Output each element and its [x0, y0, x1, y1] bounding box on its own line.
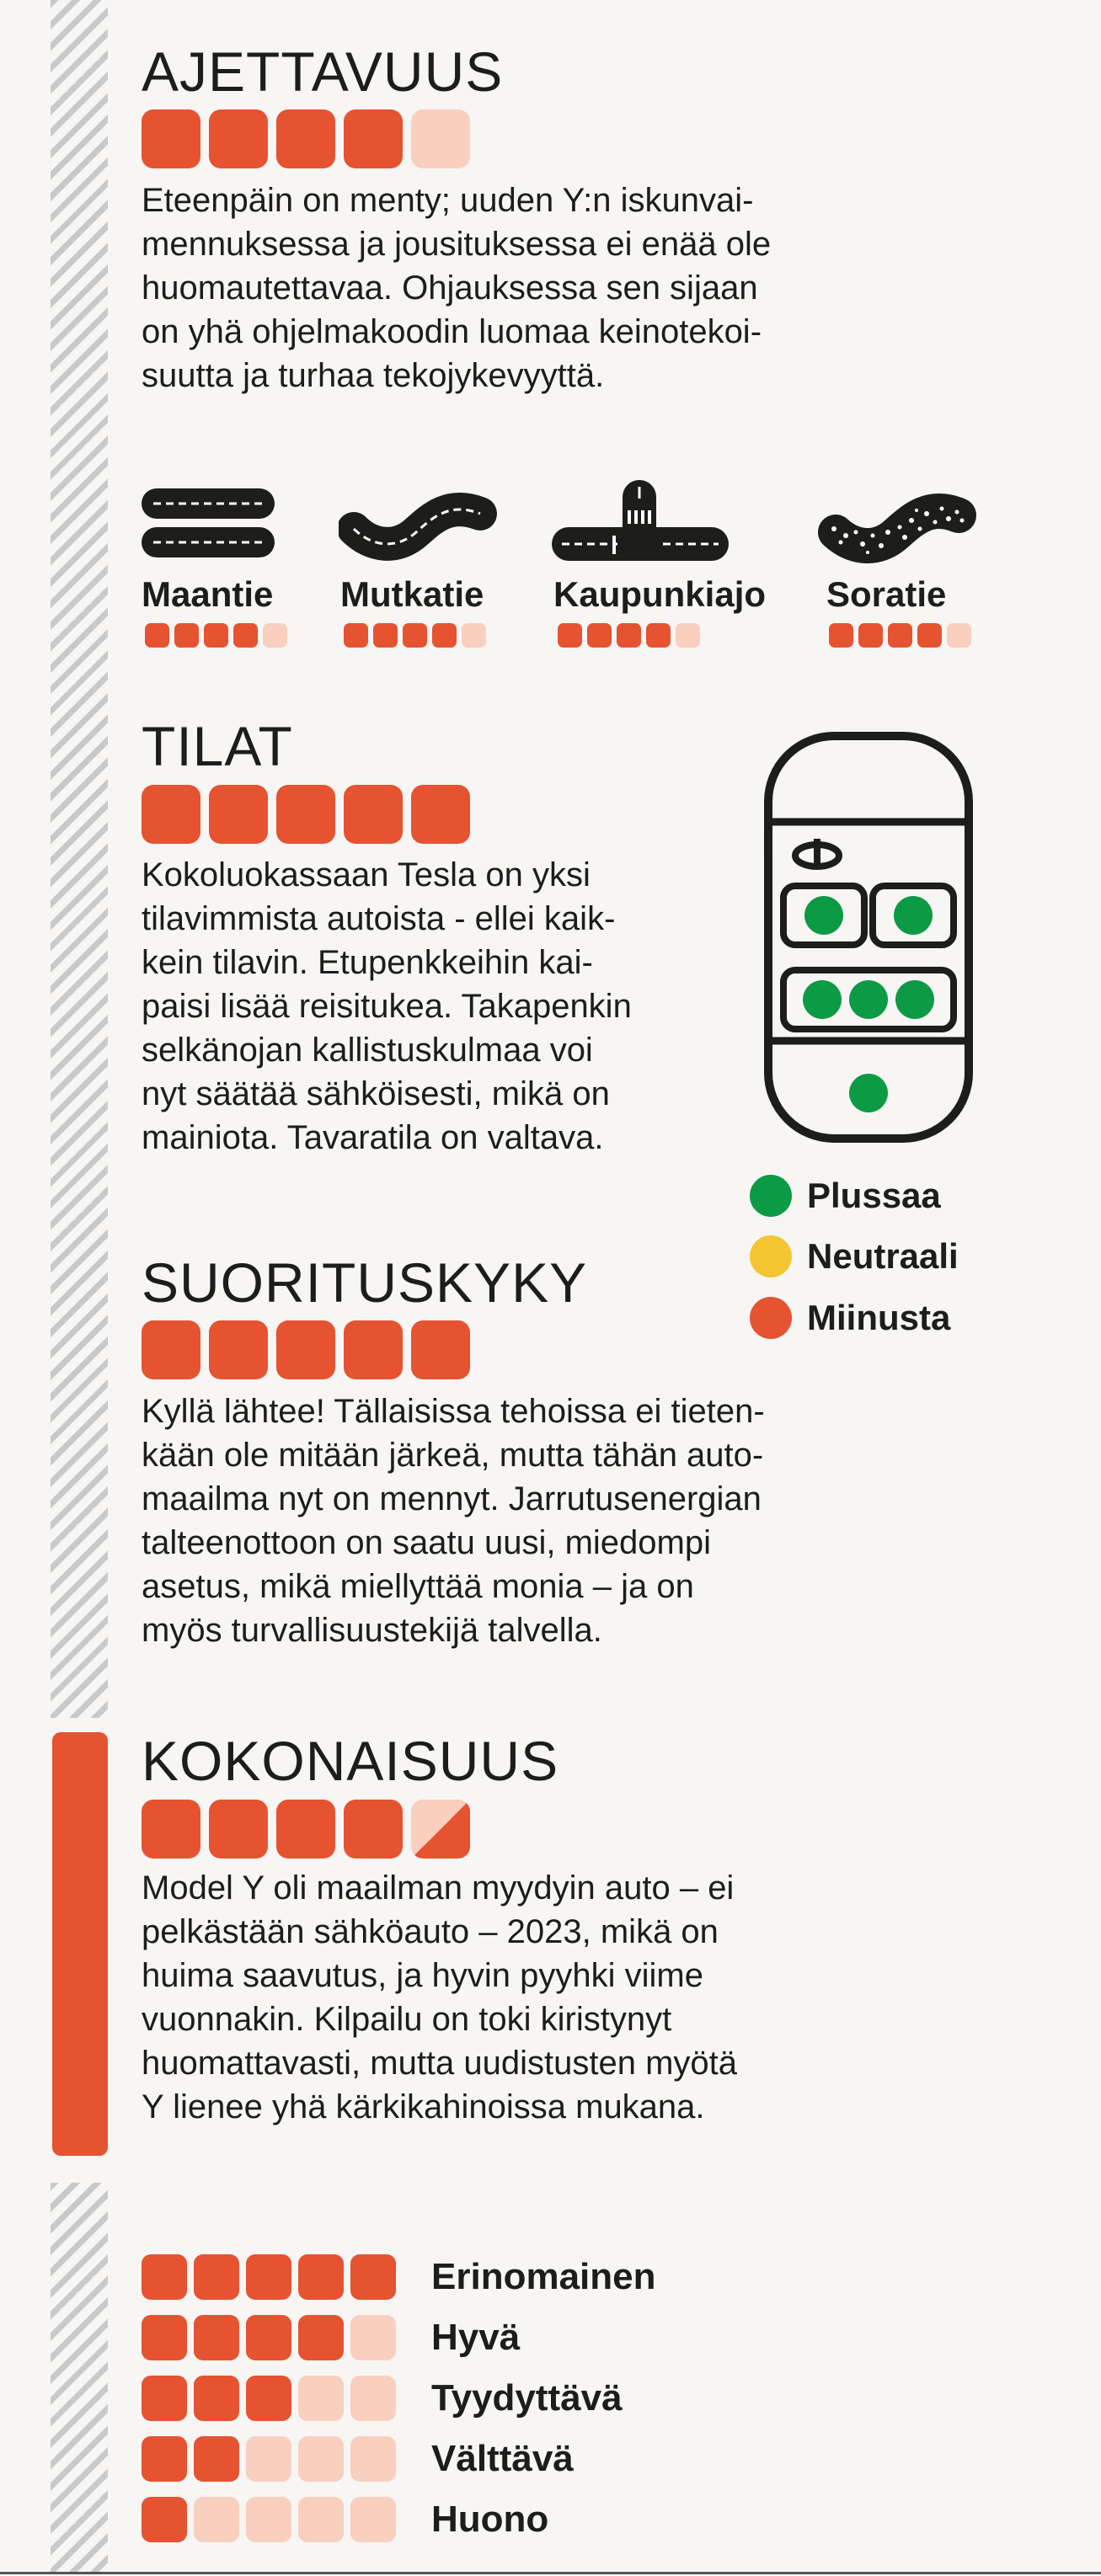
- rating-square: [462, 623, 486, 648]
- rating-square: [617, 623, 641, 648]
- legend-dot-yellow: [750, 1235, 792, 1277]
- scale-row-erinomainen: [142, 2254, 656, 2300]
- rating-square: [350, 2376, 396, 2421]
- rating-square: [142, 1800, 200, 1859]
- seat-status-dot: [804, 896, 843, 935]
- rating-square: [858, 623, 883, 648]
- legend-label: Plussaa: [807, 1176, 941, 1215]
- rating-square: [344, 785, 403, 844]
- section-title-kokonaisuus: KOKONAISUUS: [142, 1730, 559, 1792]
- legend-label: Neutraali: [807, 1236, 959, 1276]
- rating-square: [276, 1320, 335, 1379]
- paragraph-suorituskyky: [142, 1389, 765, 1652]
- rating-square: [646, 623, 671, 648]
- rating-kaupunkiajo: [558, 623, 700, 648]
- scale-row-valttava: [142, 2436, 574, 2482]
- rating-square: [209, 1320, 268, 1379]
- rating-square: [194, 2315, 239, 2360]
- rating-square: [142, 2254, 187, 2300]
- rating-square: [209, 785, 268, 844]
- seat-status-dot: [803, 980, 842, 1019]
- rating-ajettavuus: [142, 109, 470, 168]
- scale-label: Hyvä: [431, 2317, 521, 2358]
- rating-square: [403, 623, 427, 648]
- text-line: myös turvallisuustekijä talvella.: [142, 1612, 602, 1649]
- gravel-road-icon: [817, 480, 977, 564]
- rating-square: [263, 623, 287, 648]
- rating-square: [276, 109, 335, 168]
- rating-mutkatie: [344, 623, 486, 648]
- section-title-tilat: TILAT: [142, 715, 293, 777]
- rating-square: [174, 623, 199, 648]
- rating-square: [829, 623, 853, 648]
- bottom-rule: [0, 2572, 1101, 2574]
- rating-square: [587, 623, 612, 648]
- rating-square: [246, 2376, 291, 2421]
- rating-square: [145, 623, 169, 648]
- legend-label: Miinusta: [807, 1298, 951, 1337]
- rating-suorituskyky: [142, 1320, 470, 1379]
- seat-status-dot: [849, 980, 888, 1019]
- rating-maantie: [145, 623, 287, 648]
- rating-square: [142, 109, 200, 168]
- rating-soratie: [829, 623, 971, 648]
- legend-item-neutraali: [750, 1235, 959, 1277]
- text-line: suutta ja turhaa tekojykevyyttä.: [142, 357, 605, 394]
- text-line: on yhä ohjelmakoodin luomaa keinotekoi-: [142, 313, 762, 350]
- text-line: Model Y oli maailman myydyin auto – ei: [142, 1869, 735, 1907]
- seat-status-dot: [895, 980, 934, 1019]
- rating-square: [142, 2376, 187, 2421]
- rating-kokonaisuus: [142, 1800, 470, 1859]
- rating-square: [298, 2376, 344, 2421]
- scale-squares: [142, 2376, 396, 2421]
- text-line: mainiota. Tavaratila on valtava.: [142, 1119, 604, 1156]
- rating-square: [558, 623, 582, 648]
- rating-square: [194, 2436, 239, 2482]
- paragraph-tilat: [142, 853, 632, 1160]
- road-label-soratie: Soratie: [826, 574, 947, 614]
- rating-square: [246, 2497, 291, 2542]
- text-line: nyt säätää sähköisesti, mikä on: [142, 1075, 610, 1112]
- scale-label: Tyydyttävä: [431, 2377, 623, 2419]
- rating-square: [947, 623, 971, 648]
- text-line: asetus, mikä miellyttää monia – ja on: [142, 1568, 694, 1605]
- scale-label: Välttävä: [431, 2438, 574, 2479]
- rating-square: [194, 2497, 239, 2542]
- rating-square: [246, 2254, 291, 2300]
- rating-square: [142, 2315, 187, 2360]
- rating-square: [411, 1800, 470, 1859]
- seat-status-dot: [894, 896, 933, 935]
- text-line: tilavimmista autoista - ellei kaik-: [142, 900, 616, 937]
- text-line: Kokoluokassaan Tesla on yksi: [142, 856, 591, 893]
- road-label-mutkatie: Mutkatie: [340, 574, 484, 614]
- text-line: kein tilavin. Etupenkkeihin kai-: [142, 944, 593, 981]
- road-label-maantie: Maantie: [142, 574, 274, 614]
- highway-icon: [142, 480, 275, 564]
- rating-square: [888, 623, 912, 648]
- rating-square: [194, 2376, 239, 2421]
- rating-square: [917, 623, 942, 648]
- text-line: paisi lisää reisitukea. Takapenkin: [142, 988, 632, 1025]
- rating-square: [411, 785, 470, 844]
- legend-dot-green: [750, 1175, 792, 1217]
- scale-label: Erinomainen: [431, 2256, 656, 2297]
- rating-square: [204, 623, 228, 648]
- rating-square: [676, 623, 700, 648]
- text-line: talteenottoon on saatu uusi, miedompi: [142, 1524, 711, 1561]
- rating-square: [350, 2436, 396, 2482]
- text-line: maailma nyt on mennyt. Jarrutusenergian: [142, 1480, 762, 1517]
- text-line: Y lienee yhä kärkikahinoissa mukana.: [142, 2088, 705, 2125]
- seat-status-dot: [849, 1074, 888, 1112]
- rating-square: [350, 2497, 396, 2542]
- side-stripe-bottom: [51, 2183, 108, 2572]
- text-line: huima saavutus, ja hyvin pyyhki viime: [142, 1957, 703, 1994]
- scale-squares: [142, 2436, 396, 2482]
- section-title-ajettavuus: AJETTAVUUS: [142, 40, 504, 103]
- text-line: Kyllä lähtee! Tällaisissa tehoissa ei tieten-: [142, 1393, 765, 1430]
- rating-square: [344, 1320, 403, 1379]
- rating-square: [411, 1320, 470, 1379]
- rating-square: [246, 2315, 291, 2360]
- legend-dot-red: [750, 1297, 792, 1339]
- rating-square: [209, 109, 268, 168]
- rating-square: [432, 623, 457, 648]
- rating-square: [350, 2254, 396, 2300]
- scale-row-tyydyttava: [142, 2376, 623, 2421]
- highlight-bar: [52, 1732, 108, 2156]
- scale-squares: [142, 2497, 396, 2542]
- rating-square: [142, 2497, 187, 2542]
- rating-square: [373, 623, 398, 648]
- rating-square: [350, 2315, 396, 2360]
- text-line: huomattavasti, mutta uudistusten myötä: [142, 2045, 738, 2082]
- rating-square: [344, 109, 403, 168]
- text-line: mennuksessa ja jousituksessa ei enää ole: [142, 226, 772, 263]
- scale-row-huono: [142, 2497, 548, 2542]
- scale-squares: [142, 2254, 396, 2300]
- rating-square: [233, 623, 258, 648]
- text-line: kään ole mitään järkeä, mutta tähän auto-: [142, 1437, 764, 1474]
- text-line: huomautettavaa. Ohjauksessa sen sijaan: [142, 269, 758, 307]
- rating-square: [276, 1800, 335, 1859]
- rating-square: [142, 2436, 187, 2482]
- paragraph-kokonaisuus: [142, 1866, 737, 2129]
- winding-road-icon: [339, 480, 499, 564]
- rating-square: [142, 1320, 200, 1379]
- side-stripe-top: [51, 0, 108, 1718]
- rating-square: [194, 2254, 239, 2300]
- scale-squares: [142, 2315, 396, 2360]
- rating-square: [411, 109, 470, 168]
- scale-label: Huono: [431, 2499, 549, 2540]
- text-line: selkänojan kallistuskulmaa voi: [142, 1032, 593, 1069]
- rating-square: [344, 623, 368, 648]
- rating-square: [344, 1800, 403, 1859]
- rating-square: [298, 2315, 344, 2360]
- text-line: pelkästään sähköauto – 2023, mikä on: [142, 1913, 719, 1950]
- rating-square: [276, 785, 335, 844]
- rating-square: [246, 2436, 291, 2482]
- section-title-suorituskyky: SUORITUSKYKY: [142, 1251, 588, 1314]
- legend-item-plussaa: [750, 1175, 941, 1217]
- rating-tilat: [142, 785, 470, 844]
- text-line: Eteenpäin on menty; uuden Y:n iskunvai-: [142, 182, 754, 219]
- paragraph-ajettavuus: [142, 179, 771, 397]
- text-line: vuonnakin. Kilpailu on toki kiristynyt: [142, 2001, 672, 2038]
- legend-item-miinusta: [750, 1297, 950, 1339]
- city-road-icon: [552, 480, 729, 564]
- rating-square: [142, 785, 200, 844]
- scale-row-hyva: [142, 2315, 520, 2360]
- rating-square: [298, 2436, 344, 2482]
- car-seat-map-icon: [763, 731, 974, 1148]
- rating-square: [298, 2254, 344, 2300]
- road-label-kaupunkiajo: Kaupunkiajo: [553, 574, 767, 614]
- rating-square: [298, 2497, 344, 2542]
- rating-square: [209, 1800, 268, 1859]
